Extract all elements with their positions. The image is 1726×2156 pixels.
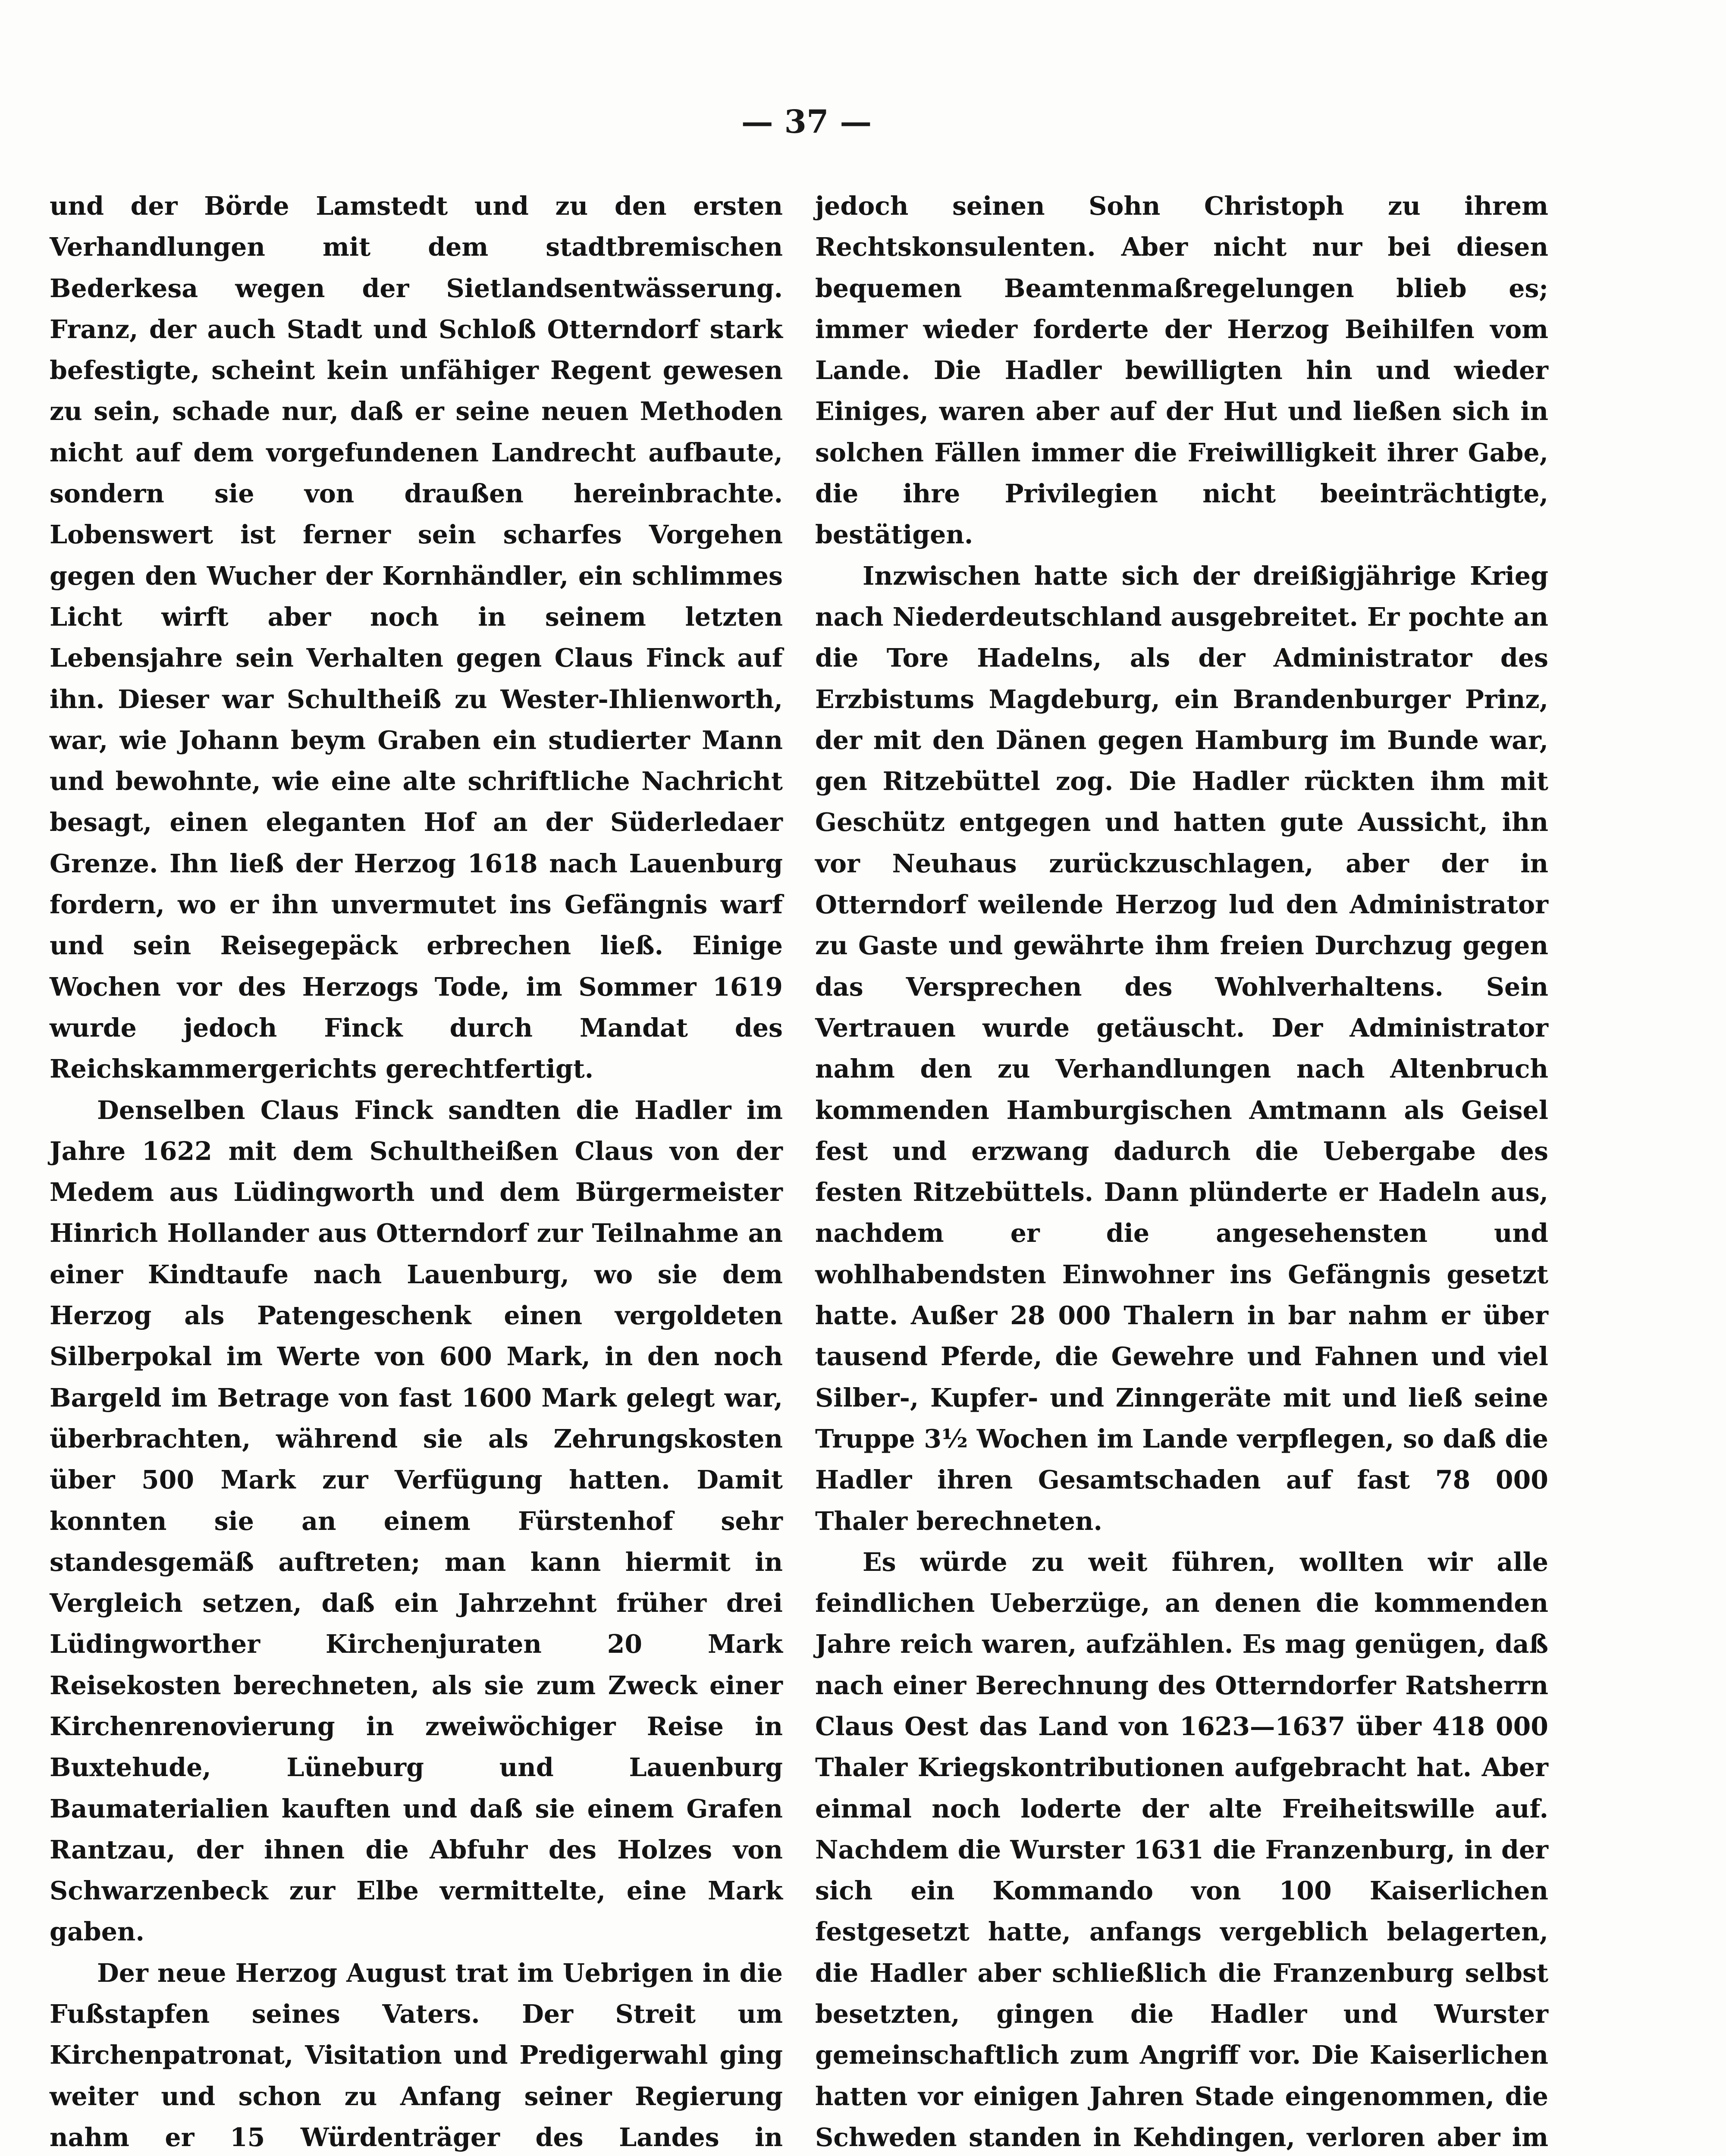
column-gutter <box>803 216 804 2156</box>
page-number: — 37 — <box>741 103 872 141</box>
right-column <box>815 185 1548 2156</box>
paragraph: Inzwischen hatte sich der dreißigjährige Krieg nach Niederdeutschland ausgebreitet. Er pochte an die Tore Hadelns, als der Administrator des Erzbistums Magdeburg, ein Brandenburger Prinz, der mit den Dänen gegen Hamburg im Bunde war, gen Ritzebüttel zog. Die Hadler rückten ihm mit Geschütz entgegen und hatten gute Aussicht, ihn vor Neuhaus zurückzuschlagen, aber der in Otterndorf weilende Herzog lud den Administrator zu Gaste und gewährte ihm freien Durchzug gegen das Versprechen des Wohlverhaltens. Sein Vertrauen wurde getäuscht. Der Administrator nahm den zu Verhandlungen nach Altenbruch kommenden Hamburgischen Amtmann als Geisel fest und erzwang dadurch die Uebergabe des festen Ritzebüttels. Dann plünderte er Hadeln aus, nachdem er die angesehensten und wohlhabendsten Einwohner ins Gefängnis gesetzt hatte. Außer 28 000 Thalern in bar nahm er über tausend Pferde, die Gewehre und Fahnen und viel Silber-, Kupfer- und Zinngeräte mit und ließ seine Truppe 3½ Wochen im Lande verpflegen, so daß die Hadler ihren Gesamtschaden auf fast 78 000 Thaler berechneten. <box>815 561 1548 1536</box>
paragraph: jedoch seinen Sohn Christoph zu ihrem Rechtskonsulenten. Aber nicht nur bei diesen bequemen Beamtenmaßregelungen blieb es; immer wieder forderte der Herzog Beihilfen vom Lande. Die Hadler bewilligten hin und wieder Einiges, waren aber auf der Hut und ließen sich in solchen Fällen immer die Freiwilligkeit ihrer Gabe, die ihre Privilegien nicht beeinträchtigte, bestätigen. <box>815 191 1548 550</box>
paragraph: Denselben Claus Finck sandten die Hadler im Jahre 1622 mit dem Schultheißen Claus von der Medem aus Lüdingworth und dem Bürgermeister Hinrich Hollander aus Otterndorf zur Teilnahme an einer Kindtaufe nach Lauenburg, wo sie dem Herzog als Patengeschenk einen vergoldeten Silberpokal im Werte von 600 Mark, in den noch Bargeld im Betrage von fast 1600 Mark gelegt war, überbrachten, während sie als Zehrungskosten über 500 Mark zur Verfügung hatten. Damit konnten sie an einem Fürstenhof sehr standesgemäß auftreten; man kann hiermit in Vergleich setzen, daß ein Jahrzehnt früher drei Lüdingworther Kirchenjuraten 20 Mark Reisekosten berechneten, als sie zum Zweck einer Kirchenrenovierung in zweiwöchiger Reise in Buxtehude, Lüneburg und Lauenburg Baumaterialien kauften und daß sie einem Grafen Rantzau, der ihnen die Abfuhr des Holzes von Schwarzenbeck zur Elbe vermittelte, eine Mark gaben. <box>50 1095 783 1947</box>
left-column <box>50 185 783 2156</box>
paragraph: Es würde zu weit führen, wollten wir alle feindlichen Ueberzüge, an denen die kommenden Jahre reich waren, aufzählen. Es mag genügen, daß nach einer Berechnung des Otterndorfer Ratsherrn Claus Oest das Land von 1623—1637 über 418 000 Thaler Kriegskontributionen aufgebracht hat. Aber einmal noch loderte der alte Freiheitswille auf. Nachdem die Wurster 1631 die Franzenburg, in der sich ein Kommando von 100 Kaiserlichen festgesetzt hatte, anfangs vergeblich belagerten, die Hadler aber schließlich die Franzenburg selbst besetzten, gingen die Hadler und Wurster gemeinschaftlich zum Angriff vor. Die Kaiserlichen hatten vor einigen Jahren Stade eingenommen, die Schweden standen in Kehdingen, verloren aber im <box>815 1547 1548 2152</box>
paragraph: und der Börde Lamstedt und zu den ersten Verhandlungen mit dem stadtbremischen Bederkesa wegen der Sietlandsentwässerung. Franz, der auch Stadt und Schloß Otterndorf stark befestigte, scheint kein unfähiger Regent gewesen zu sein, schade nur, daß er seine neuen Methoden nicht auf dem vorgefundenen Landrecht aufbaute, sondern sie von draußen hereinbrachte. Lobenswert ist ferner sein scharfes Vorgehen gegen den Wucher der Kornhändler, ein schlimmes Licht wirft aber noch in seinem letzten Lebensjahre sein Verhalten gegen Claus Finck auf ihn. Dieser war Schultheiß zu Wester-Ihlienworth, war, wie Johann beym Graben ein studierter Mann und bewohnte, wie eine alte schriftliche Nachricht besagt, einen eleganten Hof an der Süderledaer Grenze. Ihn ließ der Herzog 1618 nach Lauenburg fordern, wo er ihn unvermutet ins Gefängnis warf und sein Reisegepäck erbrechen ließ. Einige Wochen vor des Herzogs Tode, im Sommer 1619 wurde jedoch Finck durch Mandat des Reichskammergerichts gerechtfertigt. <box>50 191 783 1084</box>
paragraph: Der neue Herzog August trat im Uebrigen in die Fußstapfen seines Vaters. Der Streit um Kirchenpatronat, Visitation und Predigerwahl ging weiter und schon zu Anfang seiner Regierung nahm er 15 Würdenträger des Landes in <box>50 1958 783 2152</box>
